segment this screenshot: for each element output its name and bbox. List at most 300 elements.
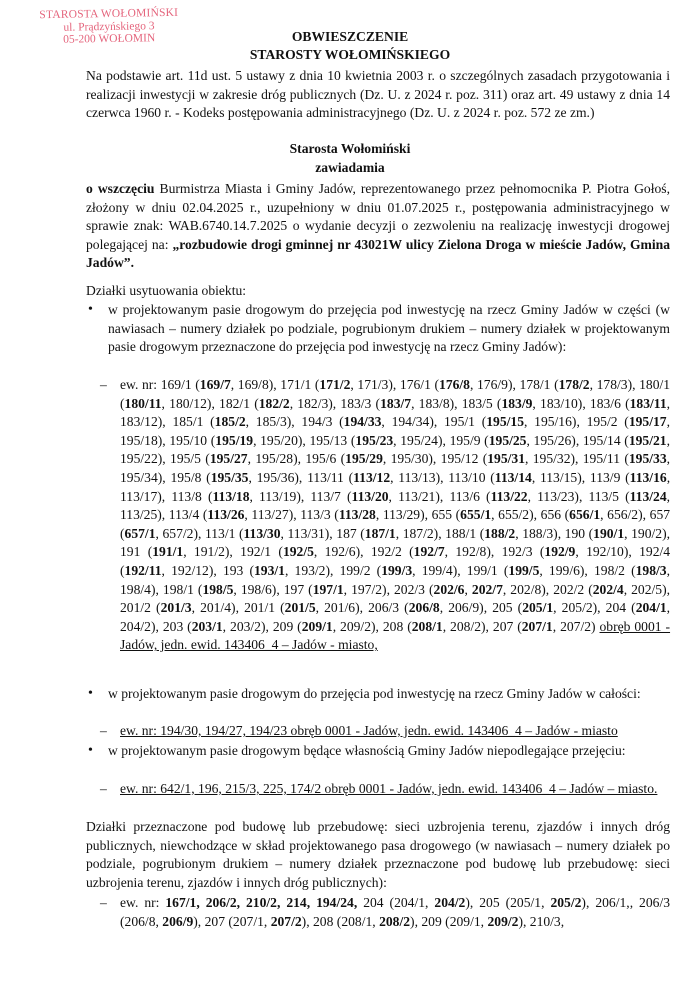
parcel-division: 192/9 — [544, 544, 576, 560]
parcel-division: 113/26 — [207, 507, 245, 523]
parcel-entry: 204 (204/1, 204/2) — [363, 895, 470, 910]
parcel-division: 113/25 — [120, 507, 158, 523]
parcel-division: 113/16 — [629, 469, 667, 485]
parcel-division: 195/20 — [260, 432, 298, 448]
parcel-division: 203/2 — [230, 618, 261, 634]
parcel-number: 208 — [312, 913, 334, 929]
parcel-division: 207/2 — [560, 618, 592, 634]
parcel-division: 201/5 — [284, 600, 316, 616]
parcel-entry: 207 (207/1, 207/2) — [204, 913, 307, 929]
parcel-division: 188/2 — [484, 525, 516, 541]
parcel-division: 113/12 — [353, 469, 391, 485]
parcel-division: 198/5 — [202, 581, 234, 597]
parcel-entry: 204 (204/1, 204/2) — [120, 600, 671, 634]
parcel-division: 209/1 — [449, 913, 481, 929]
parcel-entry: 203 (203/1, 203/2) — [162, 618, 266, 634]
parcel-division: 178/3 — [596, 377, 628, 392]
parcel-number: 195/9 — [449, 432, 481, 448]
parcel-division: 199/5 — [508, 562, 540, 578]
parcel-division: 195/31 — [487, 451, 526, 467]
parcel-division: 197/1 — [312, 581, 344, 597]
parcel-entry: 113/10 (113/14, 113/15) — [448, 469, 582, 485]
parcel-entry: 113/1 (113/30, 113/31) — [204, 525, 330, 541]
parcel-number: 193 — [222, 562, 244, 578]
parcel-division: 195/26 — [533, 432, 572, 448]
parcel-entry: 198/2 (198/3, 198/4) — [120, 562, 670, 597]
parcel-number: 192/1 — [240, 544, 272, 560]
parcel-division: 190/1 — [593, 525, 625, 541]
parcel-division: 199/4 — [421, 562, 453, 578]
parcel-division: 208/2 — [379, 913, 411, 929]
authority-verb: zawiadamia — [315, 160, 385, 175]
parcel-division: 202/6 — [433, 581, 465, 597]
parcel-number: 192/3 — [501, 544, 533, 560]
parcel-number: 195/11 — [582, 451, 621, 467]
parcel-entry: 202/2 (202/4, 202/5) — [553, 581, 667, 597]
parcel-division: 192/10 — [586, 544, 624, 560]
parcel-division: 195/25 — [488, 432, 527, 448]
parcel-division: 656/2 — [607, 507, 639, 523]
parcel-division: 205/1 — [522, 600, 554, 616]
parcel-division: 191/2 — [193, 544, 225, 560]
parcel-number: 190 — [564, 525, 586, 541]
parcel-number: 202/2 — [553, 581, 585, 597]
parcel-division: 206/8 — [124, 913, 156, 929]
parcel-entry: 193 (193/1, 193/2) — [222, 562, 331, 578]
parcel-division: 195/18 — [120, 432, 158, 448]
parcel-division: 207/1 — [232, 913, 264, 929]
parcel-division: 187/2 — [402, 525, 434, 541]
parcel-entry: 113/3 (113/28, 113/29) — [300, 507, 425, 523]
parcel-division: 192/12 — [171, 562, 209, 578]
parcel-entry: 182/1 (182/2, 182/3) — [219, 395, 333, 411]
parcel-division: 206/9 — [448, 600, 480, 616]
parcel-number: 192/4 — [639, 544, 671, 560]
parcel-entry: 183/5 (183/9, 183/10) — [461, 395, 583, 411]
parcel-entry: 195/9 (195/25, 195/26) — [449, 432, 576, 448]
parcel-number: 657 — [649, 507, 671, 523]
parcel-number: 113/5 — [588, 488, 619, 504]
parcel-division: 195/19 — [215, 432, 254, 448]
parcel-number: 185/1 — [172, 414, 204, 430]
parcel-entry: 192/4 (192/11, 192/12) — [120, 544, 671, 578]
parcel-division: 198/4 — [120, 581, 151, 597]
parcel-division: 655/2 — [498, 507, 530, 523]
parcel-number: 183/6 — [589, 395, 621, 411]
parcel-list-utilities — [120, 894, 670, 931]
parcel-division: 113/17 — [120, 488, 158, 504]
parcel-number: 201/2 — [120, 600, 151, 616]
parcel-number: 206/1, — [595, 895, 630, 910]
parcel-division: 183/11 — [629, 395, 667, 411]
dash-icon: – — [100, 895, 107, 910]
bold-parcel-numbers: 167/1, 206/2, 210/2, 214, 194/24, — [165, 895, 358, 910]
parcel-number: 113/8 — [171, 488, 202, 504]
section-full-acquisition-text: w projektowanym pasie drogowym do przejęcia pod inwestycję na rzecz Gminy Jadów w całości: — [108, 686, 641, 701]
parcel-division: 209/2 — [340, 618, 371, 634]
parcel-division: 207/1 — [521, 618, 553, 634]
parcel-number: 195/13 — [309, 432, 348, 448]
parcel-entry: 113/5 (113/24, 113/25) — [120, 488, 671, 523]
dash-icon: – — [100, 723, 107, 738]
parcel-entry: 207 (207/1, 207/2) — [492, 618, 596, 634]
parcel-number: 182/1 — [219, 395, 250, 411]
parcel-number: 192/2 — [370, 544, 402, 560]
parcel-division: 197/2 — [351, 581, 383, 597]
parcel-number: 204 — [605, 600, 627, 616]
parcel-division: 198/3 — [635, 562, 667, 578]
parcel-entry: 183/3 (183/7, 183/8) — [340, 395, 455, 411]
stamp-line-1: STAROSTA WOŁOMIŃSKI — [39, 6, 179, 22]
parcel-entry: 197 (197/1, 197/2) — [283, 581, 387, 597]
parcel-division: 113/21 — [398, 488, 436, 504]
parcel-number: 195/5 — [170, 451, 201, 467]
parcel-division: 113/18 — [212, 488, 250, 504]
parcel-entry: 192/2 (192/7, 192/8) — [370, 544, 491, 560]
parcel-division: 208/1 — [341, 913, 373, 929]
parcel-division: 113/28 — [338, 507, 376, 523]
parcel-division: 188/3 — [522, 525, 554, 541]
parcel-number: 191 — [120, 544, 141, 560]
parcel-division: 194/33 — [343, 414, 382, 430]
parcel-entry: 192/1 (192/5, 192/6) — [240, 544, 361, 560]
parcel-number: 198/1 — [162, 581, 194, 597]
parcel-division: 180/12 — [169, 395, 207, 411]
parcel-division: 183/8 — [418, 395, 450, 411]
parcel-entries: 169/1 (169/7, 169/8), 171/1 (171/2, 171/3), 176/1 (176/8, 176/9), 178/1 (178/2, 178/3), 180/1 (180/11, 180/12), 182/1 (182/2, 182/3), 183/3 (183/7, 183/8), 183/5 (183/9, 183/10), 183/6 (183/11, 183/12), 185/1 (185/2, 185/3), 194/3 (194/33, 194/34), 195/1 (195/15, 195/16), 195/2 (195/17, 195/18), 195/10 (195/19, 195/20), 195/13 (195/23, 195/24), 195/9 (195/25, 195/26), 195/14 (195/21, 195/22), 195/5 (195/27, 195/28), 195/6 (195/29, 195/30), 195/12 (195/31, 195/32), 195/11 (195/33, 195/34), 195/8 (195/35, 195/36), 113/11 (113/12, 113/13), 113/10 (113/14, 113/15), 113/9 (113/16, 113/17), 113/8 (113/18, 113/19), 113/7 (113/20, 113/21), 113/6 (113/22, 113/23), 113/5 (113/24, 113/25), 113/4 (113/26, 113/27), 113/3 (113/28, 113/29), 655 (655/1, 655/2), 656 (656/1, 656/2), 657 (657/1, 657/2), 113/1 (113/30, 113/31), 187 (187/1, 187/2), 188/1 (188/2, 188/3), 190 (190/1, 190/2), 191 (191/1, 191/2), 192/1 (192/5, 192/6), 192/2 (192/7, 192/8), 192/3 (192/9, 192/10), 192/4 (192/11, 192/12), 193 (193/1, 193/2), 199/2 (199/3, 199/4), 199/1 (199/5, 199/6), 198/2 (198/3, 198/4), 198/1 (198/5, 198/6), 197 (197/1, 197/2), 202/3 (202/6, 202/7, 202/8), 202/2 (202/4, 202/5), 201/2 (201/3, 201/4), 201/1 (201/5, 201/6), 206/3 (206/8, 206/9), 205 (205/1, 205/2), 204 (204/1, 204/2), 203 (203/1, 203/2), 209 (209/1, 209/2), 208 (208/1, 208/2), 207 (207/1, 207/2) — [120, 377, 671, 634]
parcel-entry: 195/11 (195/33, 195/34) — [120, 451, 671, 485]
parcel-division: 185/3 — [255, 414, 287, 430]
parcel-entry: 195/10 (195/19, 195/20) — [169, 432, 303, 448]
parcel-list-partial — [120, 376, 670, 655]
parcel-division: 209/2 — [487, 913, 519, 929]
parcel-division: 113/13 — [398, 469, 436, 485]
parcel-entry: 655 (655/1, 655/2) — [431, 507, 534, 523]
parcel-division: 169/8 — [237, 377, 269, 392]
parcel-entry: 113/4 (113/26, 113/27) — [168, 507, 294, 523]
parcel-number: 198/2 — [593, 562, 625, 578]
parcel-number: 207 — [492, 618, 514, 634]
parcel-entry: 198/1 (198/5, 198/6) — [162, 581, 277, 597]
parcel-number: 199/2 — [339, 562, 371, 578]
parcel-number: 210/3, — [529, 913, 565, 929]
parcel-division: 208/1 — [411, 618, 443, 634]
parcel-number: 656 — [540, 507, 562, 523]
parcel-division: 113/31 — [287, 525, 325, 541]
parcel-number: 113/3 — [300, 507, 331, 523]
parcel-division: 204/1 — [635, 600, 667, 616]
parcel-division: 657/1 — [124, 525, 156, 541]
parcel-division: 195/33 — [628, 451, 667, 467]
parcel-entry: 188/1 (188/2, 188/3) — [445, 525, 558, 541]
parcel-division: 206/8 — [408, 600, 440, 616]
parcel-number: 113/7 — [310, 488, 341, 504]
parcel-number: 203 — [162, 618, 184, 634]
document-title: OBWIESZCZENIE — [291, 29, 409, 44]
parcel-entry: 194/3 (194/33, 194/34) — [301, 414, 434, 430]
parcel-division: 113/27 — [251, 507, 289, 523]
parcel-number: 197 — [283, 581, 305, 597]
parcel-entry: 113/9 (113/16, 113/17) — [120, 469, 671, 504]
parcel-number: 195/1 — [444, 414, 475, 430]
parcel-number: 113/9 — [589, 469, 621, 485]
parcel-entry: 205 (205/1, 205/2) — [479, 895, 586, 910]
parcel-division: 203/1 — [191, 618, 223, 634]
parcel-entry: 657 (657/1, 657/2) — [120, 507, 671, 541]
parcel-division: 657/2 — [162, 525, 194, 541]
parcel-division: 194/34 — [391, 414, 430, 430]
parcel-division: 187/1 — [364, 525, 396, 541]
parcel-entry: 199/2 (199/3, 199/4) — [339, 562, 458, 578]
stamp-line-2: ul. Prądzyńskiego 3 — [63, 19, 155, 34]
parcel-division: 192/7 — [413, 544, 445, 560]
parcel-entry — [595, 895, 629, 910]
bullet-icon: • — [88, 302, 93, 317]
parcel-entry: 190 (190/1, 190/2) — [564, 525, 667, 541]
parcel-division: 113/24 — [629, 488, 667, 504]
parcel-division: 183/10 — [540, 395, 578, 411]
parcel-entry: 208 (208/1, 208/2) — [382, 618, 486, 634]
parcel-division: 199/6 — [548, 562, 580, 578]
parcel-list-full — [120, 722, 670, 741]
parcel-number: 195/8 — [170, 469, 202, 485]
parcel-division: 183/12 — [120, 414, 158, 430]
parcel-division: 193/1 — [254, 562, 285, 578]
parcel-number: 113/4 — [168, 507, 200, 523]
parcel-entry: 192/3 (192/9, 192/10) — [501, 544, 629, 560]
parcel-entry: 656 (656/1, 656/2) — [540, 507, 643, 523]
parcel-division: 113/30 — [243, 525, 281, 541]
parcel-division: 195/15 — [486, 414, 524, 430]
parcel-number: 209 — [421, 913, 442, 929]
parcel-division: 202/8 — [510, 581, 542, 597]
parcel-number: 195/6 — [305, 451, 337, 467]
parcel-number: 199/1 — [466, 562, 498, 578]
parcel-division: 192/5 — [282, 544, 314, 560]
parcel-number: 195/2 — [586, 414, 618, 430]
parcel-entry: 171/1 (171/2, 171/3) — [280, 377, 393, 392]
parcel-entry: 208 (208/1, 208/2) — [312, 913, 415, 929]
parcel-entry: 187 (187/1, 187/2) — [336, 525, 439, 541]
parcel-division: 204/2 — [434, 895, 466, 910]
parcel-number: 655 — [431, 507, 453, 523]
parcel-division: 180/11 — [124, 395, 162, 411]
parcel-division: 113/19 — [259, 488, 297, 504]
parcel-division: 202/7 — [471, 581, 503, 597]
parcel-division: 201/6 — [324, 600, 356, 616]
notice-paragraph — [86, 180, 670, 273]
parcel-division: 201/3 — [160, 600, 192, 616]
parcel-entry: 191 (191/1, 191/2) — [120, 544, 230, 560]
parcel-division: 113/29 — [382, 507, 421, 523]
parcel-number: 113/10 — [448, 469, 486, 485]
parcel-number: 183/5 — [461, 395, 493, 411]
parcel-number: 201/1 — [244, 600, 276, 616]
parcel-list-full-text: ew. nr: 194/30, 194/27, 194/23 obręb 0001 - Jadów, jedn. ewid. 143406_4 – Jadów - miasto — [120, 723, 618, 738]
parcel-division: 202/4 — [592, 581, 624, 597]
parcel-number: 206/3 — [368, 600, 400, 616]
parcel-division: 202/5 — [631, 581, 663, 597]
parcel-entries: 204 (204/1, 204/2), 205 (205/1, 205/2), 206/1,, 206/3 (206/8, 206/9), 207 (207/1, 207/2), 208 (208/1, 208/2), 209 (209/1, 209/2), 210/3, — [120, 895, 671, 929]
parcel-location: obręb 0001 - Jadów, jedn. ewid. 143406_4 – Jadów - miasto, — [120, 618, 671, 653]
plots-heading: Działki usytuowania obiektu: — [86, 283, 247, 298]
utilities-paragraph: Działki przeznaczone pod budowę lub przebudowę: sieci uzbrojenia terenu, zjazdów i innych dróg publicznych, niewchodzące w skład projektowanego pasa drogowego (w nawiasach – numery działek po podziale, pogrubionym drukiem – numery działek przeznaczone pod budowę lub przebudowę: sieci uzbrojenia terenu, zjazdów i innych dróg publicznych): — [86, 819, 670, 890]
parcel-entry: 201/2 (201/3, 201/4) — [120, 600, 236, 616]
parcel-division: 195/28 — [255, 451, 294, 467]
legal-basis-paragraph: Na podstawie art. 11d ust. 5 ustawy z dnia 10 kwietnia 2003 r. o szczególnych zasadach przygotowania i realizacji inwestycji w zakresie dróg publicznych (Dz. U. z 2024 r. poz. 311) oraz art. 49 ustawy z dnia 14 czerwca 1960 r. - Kodeks postępowania administracyjnego (Dz. U. z 2024 r. poz. 572 ze zm.) — [86, 68, 670, 121]
section-partial-acquisition-text: w projektowanym pasie drogowym do przejęcia pod inwestycję na rzecz Gminy Jadów w części (w nawiasach – numery działek po podziale, pogrubionym drukiem – numery działek w projektowanym pasie drogowym przeznaczone do przejęcia pod inwestycję na rzecz Gminy Jadów): — [108, 302, 670, 355]
parcel-division: 199/3 — [381, 562, 413, 578]
parcel-division: 191/1 — [152, 544, 184, 560]
parcel-division: 192/6 — [324, 544, 356, 560]
parcel-number: 169/1 — [160, 377, 192, 392]
parcel-entry: 206/3 (206/8, 206/9) — [368, 600, 484, 616]
parcel-entry: 113/11 (113/12, 113/13) — [307, 469, 441, 485]
parcel-division: 205/2 — [550, 895, 582, 910]
parcel-division: 195/16 — [534, 414, 572, 430]
parcel-division: 193/2 — [294, 562, 326, 578]
parcel-list-municipal-text: ew. nr: 642/1, 196, 215/3, 225, 174/2 obręb 0001 - Jadów, jedn. ewid. 143406_4 – Jadów – miasto. — [120, 781, 658, 796]
parcel-division: 195/17 — [628, 414, 667, 430]
parcel-number: 188/1 — [445, 525, 477, 541]
parcel-division: 195/35 — [210, 469, 249, 485]
parcel-number: 206/3 — [639, 895, 671, 910]
parcel-number: 171/1 — [280, 377, 312, 392]
list-prefix: ew. nr: — [120, 377, 161, 392]
parcel-entry: 195/1 (195/15, 195/16) — [444, 414, 577, 430]
parcel-number: 195/10 — [169, 432, 208, 448]
parcel-division: 192/8 — [455, 544, 487, 560]
parcel-entry: 178/1 (178/2, 178/3) — [519, 377, 633, 392]
parcel-number: 113/11 — [307, 469, 344, 485]
parcel-division: 195/22 — [120, 451, 158, 467]
document-subtitle: STAROSTY WOŁOMIŃSKIEGO — [249, 47, 451, 62]
parcel-division: 198/6 — [240, 581, 272, 597]
parcel-division: 195/32 — [532, 451, 571, 467]
parcel-entry: 209 (209/1, 209/2) — [272, 618, 376, 634]
parcel-number: 113/1 — [204, 525, 236, 541]
parcel-entry: 195/14 (195/21, 195/22) — [120, 432, 670, 467]
parcel-number: 205 — [492, 600, 513, 616]
parcel-entry: 180/1 (180/11, 180/12) — [120, 377, 671, 411]
parcel-entry: 195/12 (195/31, 195/32) — [440, 451, 576, 467]
parcel-number: 205 — [479, 895, 500, 910]
parcel-division: 205/2 — [561, 600, 593, 616]
list-prefix: ew. nr: — [120, 895, 166, 910]
parcel-division: 195/30 — [390, 451, 429, 467]
bullet-icon: • — [88, 743, 93, 758]
parcel-number: 178/1 — [519, 377, 551, 392]
parcel-entry: 205 (205/1, 205/2) — [492, 600, 598, 616]
parcel-number: 207 — [204, 913, 225, 929]
parcel-division: 176/8 — [439, 377, 470, 392]
dash-icon: – — [100, 377, 107, 392]
parcel-division: 113/20 — [351, 488, 389, 504]
parcel-number: 202/3 — [394, 581, 425, 597]
parcel-division: 206/9 — [162, 913, 194, 929]
parcel-division: 113/14 — [494, 469, 532, 485]
parcel-division: 204/2 — [120, 618, 151, 634]
parcel-division: 192/11 — [124, 562, 162, 578]
parcel-number: 183/3 — [340, 395, 372, 411]
parcel-division: 195/29 — [345, 451, 383, 467]
parcel-entry: 113/6 (113/22, 113/23) — [449, 488, 579, 504]
parcel-entry: 185/1 (185/2, 185/3) — [172, 414, 292, 430]
parcel-division: 195/27 — [209, 451, 248, 467]
parcel-entry — [530, 914, 564, 929]
parcel-division: 190/2 — [631, 525, 663, 541]
parcel-division: 195/36 — [256, 469, 295, 485]
parcel-number: 195/14 — [582, 432, 621, 448]
parcel-division: 195/24 — [400, 432, 438, 448]
parcel-division: 182/3 — [297, 395, 329, 411]
parcel-division: 183/9 — [501, 395, 533, 411]
parcel-division: 113/22 — [490, 488, 528, 504]
parcel-number: 180/1 — [639, 377, 671, 392]
parcel-division: 204/1 — [394, 895, 426, 910]
parcel-entry: 195/6 (195/29, 195/30) — [305, 451, 433, 467]
parcel-entry: 201/1 (201/5, 201/6) — [244, 600, 360, 616]
parcel-division: 176/9 — [477, 377, 508, 392]
parcel-number: 208 — [382, 618, 404, 634]
parcel-number: 209 — [272, 618, 294, 634]
parcel-division: 113/15 — [539, 469, 578, 485]
bullet-icon: • — [88, 686, 93, 701]
parcel-division: 195/34 — [120, 469, 158, 485]
parcel-division: 182/2 — [258, 395, 290, 411]
investment-name: „rozbudowie drogi gminnej nr 43021W ulicy Zielona Droga w mieście Jadów, Gmina Jadów”. — [86, 236, 670, 271]
parcel-division: 171/2 — [319, 377, 351, 392]
parcel-number: 195/12 — [440, 451, 479, 467]
parcel-division: 195/23 — [355, 432, 394, 448]
parcel-division: 656/1 — [569, 507, 601, 523]
parcel-division: 185/2 — [214, 414, 246, 430]
parcel-entry: 195/13 (195/23, 195/24) — [309, 432, 443, 448]
parcel-division: 208/2 — [450, 618, 482, 634]
parcel-division: 209/1 — [301, 618, 333, 634]
notice-body: Burmistrza Miasta i Gminy Jadów, reprezentowanego przez pełnomocnika P. Piotra Gołoś, złożony w dniu 02.04.2025 r., uzupełniony w dniu 01.07.2025 r., postępowania administracyjnego w sprawie znak: WAB.6740.14.7.2025 o wydanie decyzji o zezwoleniu na realizację inwestycji drogowej polegającej na: — [86, 181, 670, 252]
section-municipal-text: w projektowanym pasie drogowym będące własnością Gminy Jadów niepodlegające przejęciu: — [108, 743, 626, 758]
parcel-entry: 169/1 (169/7, 169/8) — [160, 377, 274, 392]
notice-lead: o wszczęciu — [86, 181, 155, 196]
parcel-division: 113/23 — [537, 488, 575, 504]
dash-icon: – — [100, 781, 107, 796]
parcel-entry: 209 (209/1, 209/2) — [421, 913, 523, 929]
parcel-entry: 195/8 (195/35, 195/36) — [170, 469, 299, 485]
parcel-division: 195/21 — [628, 432, 667, 448]
parcel-entry: 176/1 (176/8, 176/9) — [399, 377, 513, 392]
parcel-division: 201/4 — [200, 600, 232, 616]
parcel-division: 655/1 — [460, 507, 492, 523]
parcel-division: 205/1 — [510, 895, 542, 910]
parcel-entry: 195/5 (195/27, 195/28) — [170, 451, 298, 467]
parcel-entry: 202/3 (202/6, 202/7, 202/8) — [394, 581, 546, 597]
parcel-entry: 113/8 (113/18, 113/19) — [171, 488, 301, 504]
parcel-number: 204 — [363, 895, 384, 910]
parcel-entry: 199/1 (199/5, 199/6) — [466, 562, 585, 578]
parcel-division: 171/3 — [357, 377, 389, 392]
parcel-entry: 113/7 (113/20, 113/21) — [310, 488, 440, 504]
parcel-entry: 206/3 (206/8, 206/9) — [120, 895, 671, 929]
parcel-division: 207/2 — [270, 913, 302, 929]
parcel-division: 183/7 — [380, 395, 412, 411]
parcel-number: 113/6 — [449, 488, 480, 504]
parcel-list-municipal — [120, 780, 670, 799]
parcel-number: 176/1 — [399, 377, 431, 392]
parcel-division: 178/2 — [558, 377, 590, 392]
parcel-division: 169/7 — [199, 377, 231, 392]
authority-name: Starosta Wołomiński — [289, 141, 411, 156]
